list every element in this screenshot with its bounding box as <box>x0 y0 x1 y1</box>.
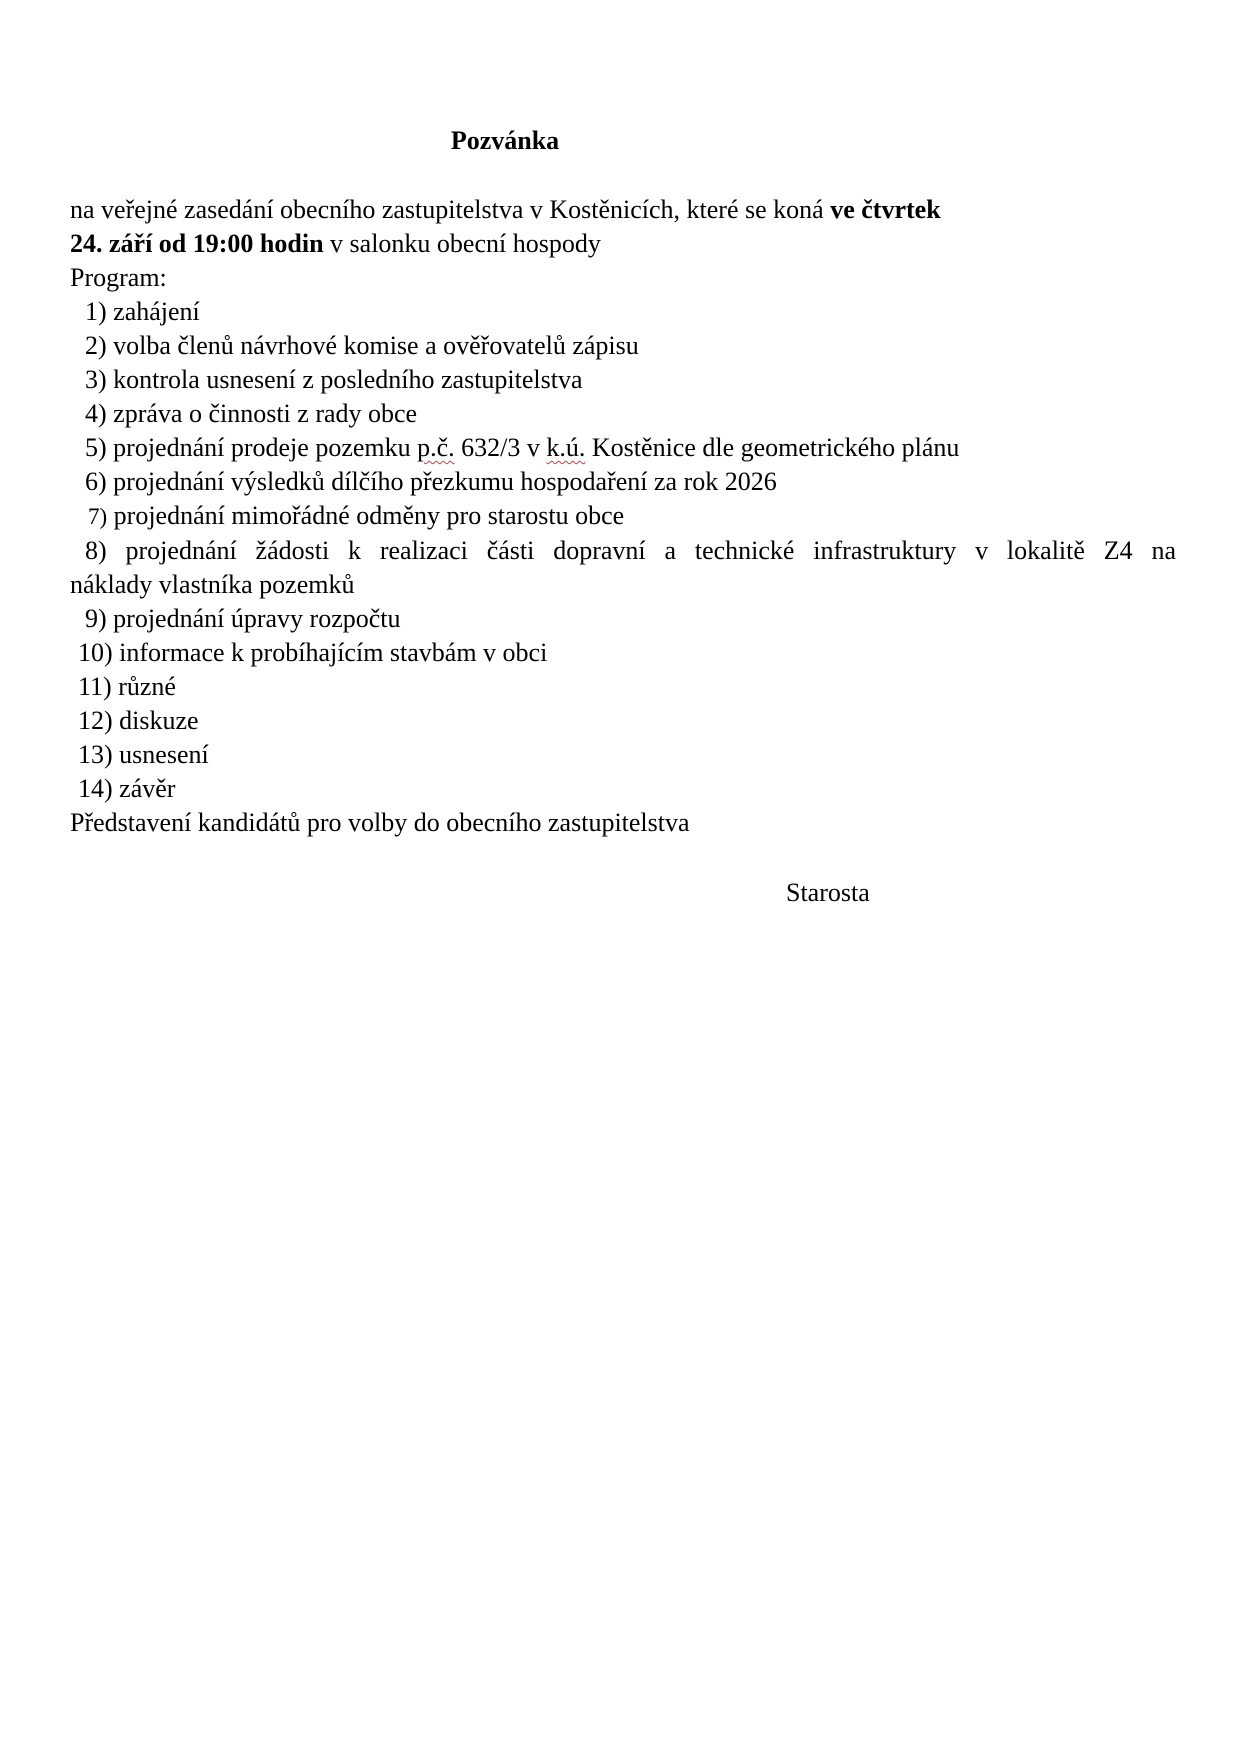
program-label: Program: <box>70 263 167 292</box>
document-title: Pozvánka <box>450 126 560 155</box>
agenda-item <box>70 295 1176 329</box>
agenda-item-number: 12) <box>78 706 113 735</box>
agenda-item-text: kontrola usnesení z posledního zastupitelstva <box>113 365 583 394</box>
agenda-item-text: zahájení <box>113 297 200 326</box>
agenda-item-number: 1) <box>85 297 107 326</box>
closing-line: Představení kandidátů pro volby do obecního zastupitelstva <box>70 808 690 837</box>
agenda-item <box>70 329 1176 363</box>
agenda-item <box>70 602 1176 636</box>
agenda-item-number: 5) <box>85 433 107 462</box>
intro-line-1 <box>70 193 1176 227</box>
agenda-item-text: Kostěnice dle geometrického plánu <box>585 433 960 462</box>
agenda-item-number: 6) <box>85 467 107 496</box>
agenda-item-text: diskuze <box>119 706 199 735</box>
agenda-item-text: závěr <box>119 774 176 803</box>
agenda-item <box>70 534 1176 568</box>
agenda-item <box>70 363 1176 397</box>
agenda-item <box>70 431 1176 465</box>
agenda-item-text: zpráva o činnosti z rady obce <box>113 399 418 428</box>
agenda-item-text: projednání žádosti k realizaci části dopravní a technické infrastruktury v lokalitě Z4 na <box>125 536 1177 565</box>
agenda-item-number: 4) <box>85 399 107 428</box>
agenda-item-text: projednání mimořádné odměny pro starostu obce <box>113 501 625 530</box>
agenda-item <box>70 636 1176 670</box>
agenda-item-number: 13) <box>78 740 113 769</box>
agenda-item-number: 11) <box>78 672 112 701</box>
agenda-item-text: projednání výsledků dílčího přezkumu hospodaření za rok 2026 <box>113 467 777 496</box>
agenda-item-number: 14) <box>78 774 113 803</box>
spellcheck-flagged-word: p.č. <box>417 433 455 462</box>
agenda-item-number: 10) <box>78 638 113 667</box>
intro-date-time: 24. září od 19:00 hodin <box>70 229 324 258</box>
intro-venue: v salonku obecní hospody <box>323 229 601 258</box>
agenda-item <box>70 465 1176 499</box>
spellcheck-flagged-word: k.ú. <box>546 433 586 462</box>
agenda-item-text: projednání úpravy rozpočtu <box>113 604 401 633</box>
intro-day: ve čtvrtek <box>830 195 941 224</box>
agenda-item-number: 3) <box>85 365 107 394</box>
agenda-item-number: 2) <box>85 331 107 360</box>
agenda-item-text: usnesení <box>119 740 209 769</box>
agenda-item-number: 9) <box>85 604 107 633</box>
agenda-item-text: informace k probíhajícím stavbám v obci <box>119 638 548 667</box>
agenda-item-continuation: náklady vlastníka pozemků <box>70 570 355 599</box>
agenda-item-text: různé <box>118 672 176 701</box>
document-body <box>70 193 1176 840</box>
signature: Starosta <box>786 878 870 907</box>
agenda-item <box>70 704 1176 738</box>
agenda-item <box>70 670 1176 704</box>
agenda-item-text: 632/3 v <box>454 433 547 462</box>
agenda-item-number: 8) <box>85 536 107 565</box>
agenda-item-number: 7) <box>88 504 108 529</box>
agenda-item <box>70 772 1176 806</box>
intro-text: na veřejné zasedání obecního zastupitelstva v Kostěnicích, které se koná <box>70 195 831 224</box>
agenda-item <box>70 738 1176 772</box>
agenda-item <box>70 499 1176 534</box>
agenda-item <box>70 397 1176 431</box>
intro-line-2 <box>70 227 1176 261</box>
agenda-item-text: projednání prodeje pozemku <box>113 433 418 462</box>
agenda-item-text: volba členů návrhové komise a ověřovatelů zápisu <box>113 331 639 360</box>
